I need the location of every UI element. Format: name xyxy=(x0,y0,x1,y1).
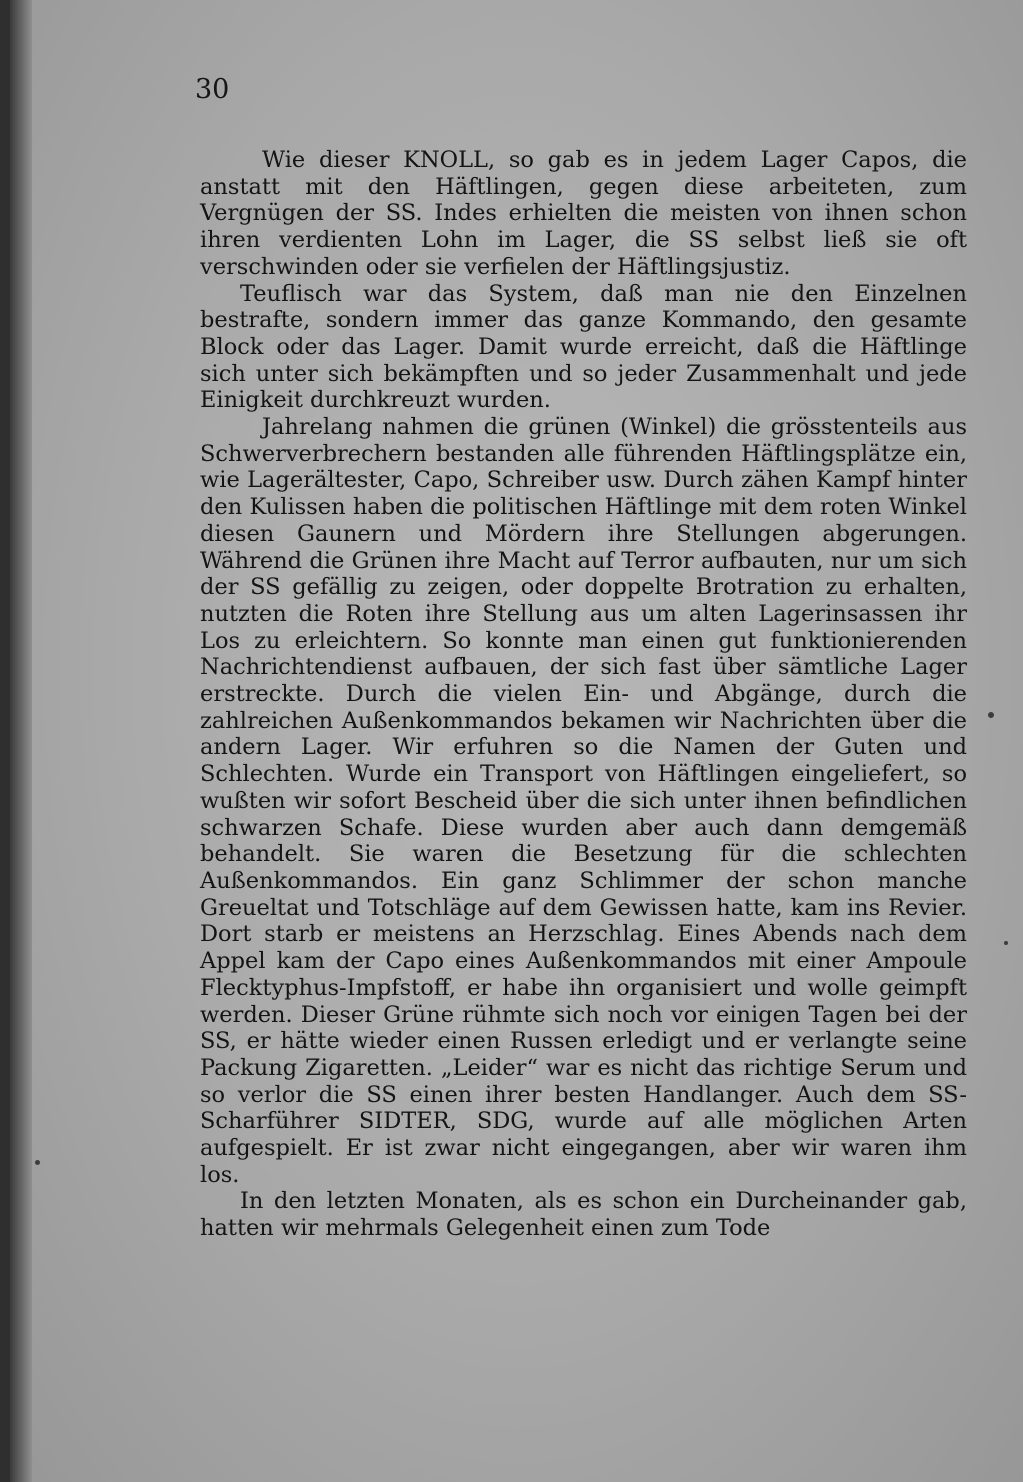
paper-speck xyxy=(1004,941,1008,945)
paragraph-1: Wie dieser KNOLL, so gab es in jedem Lager Capos, die anstatt mit den Häftlingen, gegen diese arbeiteten, zum Vergnügen der SS. Indes erhielten die meisten von ihnen schon ihren verdienten Lohn im Lager, die SS selbst ließ sie oft verschwinden oder sie verfielen der Häftlingsjustiz. xyxy=(200,147,967,280)
paragraph-2: Teuflisch war das System, daß man nie den Einzelnen bestrafte, sondern immer das ganze Kommando, den gesamte Block oder das Lager. Damit wurde erreicht, daß die Häftlinge sich unter sich bekämpften und so jeder Zusammenhalt und jede Einigkeit durchkreuzt wurden. xyxy=(200,280,967,414)
paragraph-3: Jahrelang nahmen die grünen (Winkel) die grösstenteils aus Schwerverbrechern bestanden alle führenden Häftlingsplätze ein, wie Lagerältester, Capo, Schreiber usw. Durch zähen Kampf hinter den Kulissen haben die politischen Häftlinge mit dem roten Winkel diesen Gaunern und Mördern ihre Stellungen abgerungen. Während die Grünen ihre Macht auf Terror aufbauten, nur um sich der SS gefällig zu zeigen, oder doppelte Brotration zu erhalten, nutzten die Roten ihre Stellung aus um alten Lagerinsassen ihr Los zu erleichtern. So konnte man einen gut funktionierenden Nachrichtendienst aufbauen, der sich fast über sämtliche Lager erstreckte. Durch die vielen Ein- und Abgänge, durch die zahlreichen Außenkommandos bekamen wir Nachrichten über die andern Lager. Wir erfuhren so die Namen der Guten und Schlechten. Wurde ein Transport von Häftlingen eingeliefert, so wußten wir sofort Bescheid über die sich unter ihnen befindlichen schwarzen Schafe. Diese wurden aber auch dann demgemäß behandelt. Sie waren die Besetzung für die schlechten Außenkommandos. Ein ganz Schlimmer der schon manche Greueltat und Totschläge auf dem Gewissen hatte, kam ins Revier. Dort starb er meistens an Herzschlag. Eines Abends nach dem Appel kam der Capo eines Außenkommandos mit einer Ampoule Flecktyphus-Impfstoff, er habe ihn organisiert und wolle geimpft werden. Dieser Grüne rühmte sich noch vor einigen Tagen bei der SS, er hätte wieder einen Russen erledigt und er verlangte seine Packung Zigaretten. „Leider“ war es nicht das richtige Serum und so verlor die SS einen ihrer besten Handlanger. Auch dem SS-Scharführer SIDTER, SDG, wurde auf alle möglichen Arten aufgespielt. Er ist zwar nicht eingegangen, aber wir waren ihm los. xyxy=(200,414,967,1188)
paper-speck xyxy=(35,1160,40,1165)
page-body-text xyxy=(200,147,967,1242)
book-spine-shadow xyxy=(10,0,32,1482)
page-number: 30 xyxy=(195,74,230,105)
book-page xyxy=(10,0,1023,1482)
paragraph-4: In den letzten Monaten, als es schon ein Durcheinander gab, hatten wir mehrmals Gelegenheit einen zum Tode xyxy=(200,1188,967,1242)
paper-speck xyxy=(988,712,994,718)
